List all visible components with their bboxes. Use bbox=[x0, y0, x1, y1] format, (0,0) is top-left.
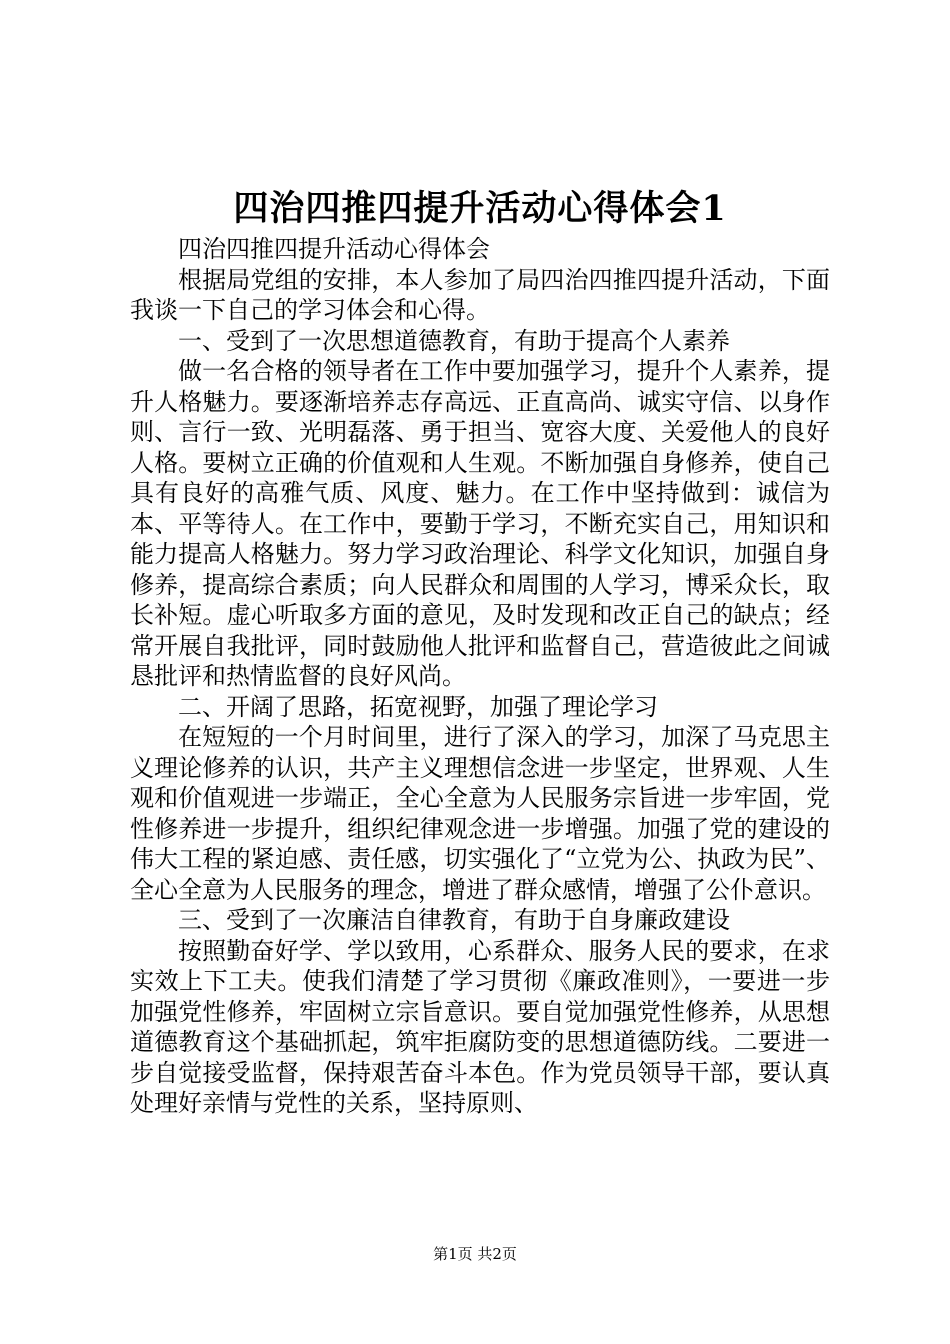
paragraph-section-2: 在短短的一个月时间里，进行了深入的学习，加深了马克思主义理论修养的认识，共产主义理想信念进一步坚定，世界观、人生观和价值观进一步端正，全心全意为人民服务宗旨进一步牢固，党性修养进一步提升，组织纪律观念进一步增强。加强了党的建设的伟大工程的紧迫感、责任感，切实强化了“立党为公、执政为民”、全心全意为人民服务的理念，增进了群众感情，增强了公仆意识。 bbox=[130, 723, 830, 904]
paragraph-subtitle: 四治四推四提升活动心得体会 bbox=[178, 235, 490, 263]
paragraph-intro: 根据局党组的安排，本人参加了局四治四推四提升活动，下面我谈一下自己的学习体会和心得。 bbox=[130, 265, 830, 324]
paragraph-section-3: 按照勤奋好学、学以致用，心系群众、服务人民的要求，在求实效上下工夫。使我们清楚了学习贯彻《廉政准则》，一要进一步加强党性修养，牢固树立宗旨意识。要自觉加强党性修养，从思想道德教育这个基础抓起，筑牢拒腐防变的思想道德防线。二要进一步自觉接受监督，保持艰苦奋斗本色。作为党员领导干部，要认真处理好亲情与党性的关系，坚持原则、 bbox=[130, 936, 830, 1117]
document-title: 四治四推四提升活动心得体会1 bbox=[233, 188, 727, 229]
section-heading-1: 一、受到了一次思想道德教育，有助于提高个人素养 bbox=[178, 326, 730, 355]
section-heading-2: 二、开阔了思路，拓宽视野，加强了理论学习 bbox=[178, 692, 658, 721]
page-footer: 第1页 共2页 bbox=[433, 1245, 517, 1263]
document-body bbox=[130, 234, 830, 1119]
section-heading-3: 三、受到了一次廉洁自律教育，有助于自身廉政建设 bbox=[178, 906, 730, 934]
paragraph-section-1: 做一名合格的领导者在工作中要加强学习，提升个人素养，提升人格魅力。要逐渐培养志存高远、正直高尚、诚实守信、以身作则、言行一致、光明磊落、勇于担当、宽容大度、关爱他人的良好人格。要树立正确的价值观和人生观。不断加强自身修养，使自己具有良好的高雅气质、风度、魅力。在工作中坚持做到：诚信为本、平等待人。在工作中，要勤于学习，不断充实自己，用知识和能力提高人格魅力。努力学习政治理论、科学文化知识，加强自身修养，提高综合素质；向人民群众和周围的人学习，博采众长，取长补短。虚心听取多方面的意见，及时发现和改正自己的缺点；经常开展自我批评，同时鼓励他人批评和监督自己，营造彼此之间诚恳批评和热情监督的良好风尚。 bbox=[130, 357, 830, 690]
